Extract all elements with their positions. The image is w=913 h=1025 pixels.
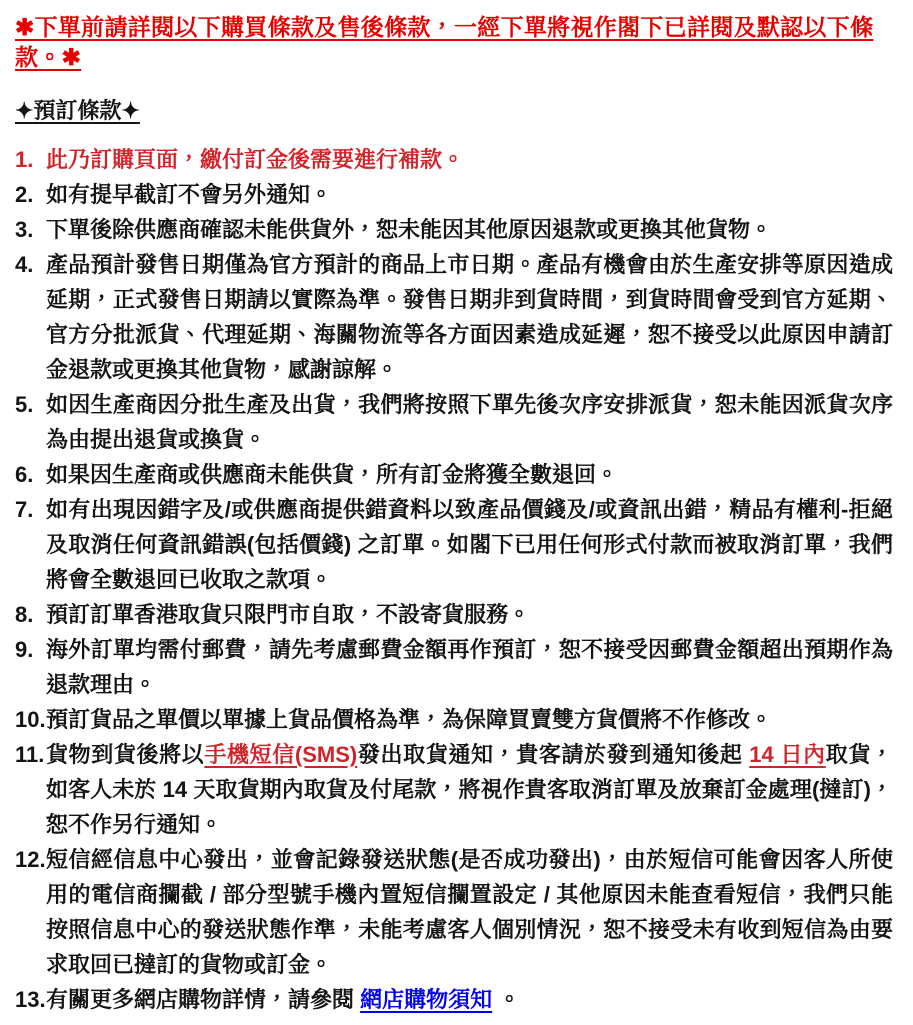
term-number: 9. [15,637,34,662]
term-text: 有關更多網店購物詳情，請參閱 網店購物須知 。 [46,987,521,1012]
term-number: 12. [15,847,46,872]
term-text: 如有出現因錯字及/或供應商提供錯資料以致產品價錢及/或資訊出錯，精品有權利-拒絕及取消任何資訊錯誤(包括價錢) 之訂單。如閣下已用任何形式付款而被取消訂單，我們將會全數退回已收取之款項。 [46,497,893,592]
term-text: 如果因生產商或供應商未能供貨，所有訂金將獲全數退回。 [46,462,619,487]
terms-list [15,142,893,1017]
term-number: 6. [15,462,34,487]
term-number: 10. [15,707,46,732]
term-item-12 [15,842,893,982]
term-item-13 [15,982,893,1017]
term-text: 海外訂單均需付郵費，請先考慮郵費金額再作預訂，恕不接受因郵費金額超出預期作為退款理由。 [46,637,893,697]
term-text: 短信經信息中心發出，並會記錄發送狀態(是否成功發出)，由於短信可能會因客人所使用的電信商攔截 / 部分型號手機內置短信攔置設定 / 其他原因未能查看短信，我們只能按照信息中心的發送狀態作準，未能考慮客人個別情況，恕不接受未有收到短信為由要求取回已撻訂的貨物或訂金。 [46,847,893,977]
term-item-9 [15,632,893,702]
term-number: 7. [15,497,34,522]
term-item-11 [15,737,893,842]
term-item-5 [15,387,893,457]
term-text: 產品預計發售日期僅為官方預計的商品上市日期。產品有機會由於生產安排等原因造成延期，正式發售日期請以實際為準。發售日期非到貨時間，到貨時間會受到官方延期、官方分批派貨、代理延期、海關物流等各方面因素造成延遲，恕不接受以此原因申請訂金退款或更換其他貨物，感謝諒解。 [46,252,893,382]
term-number: 2. [15,182,34,207]
highlighted-red-text: 14 日內 [749,742,826,767]
purchase-notice-header: ✱下單前請詳閱以下購買條款及售後條款，一經下單將視作閣下已詳閱及默認以下條款。✱ [15,14,874,70]
term-item-8 [15,597,893,632]
term-number: 3. [15,217,34,242]
term-number: 13. [15,987,46,1012]
term-number: 4. [15,252,34,277]
term-text: 貨物到貨後將以手機短信(SMS)發出取貨通知，貴客請於發到通知後起 14 日內取貨，如客人未於 14 天取貨期內取貨及付尾款，將視作貴客取消訂單及放棄訂金處理(撻訂)，恕不作另行通知。 [46,742,893,837]
term-text: 此乃訂購頁面，繳付訂金後需要進行補款。 [46,147,465,172]
term-item-10 [15,702,893,737]
term-text: 如因生產商因分批生產及出貨，我們將按照下單先後次序安排派貨，恕未能因派貨次序為由提出退貨或換貨。 [46,392,893,452]
term-item-6 [15,457,893,492]
highlighted-red-text: 手機短信(SMS) [204,742,358,767]
term-text: 下單後除供應商確認未能供貨外，恕未能因其他原因退款或更換其他貨物。 [46,217,773,242]
term-item-1 [15,142,893,177]
term-text: 預訂貨品之單價以單據上貨品價格為準，為保障買賣雙方貨價將不作修改。 [46,707,773,732]
term-item-3 [15,212,893,247]
term-text: 預訂訂單香港取貨只限門市自取，不設寄貨服務。 [46,602,531,627]
term-text: 如有提早截訂不會另外通知。 [46,182,333,207]
term-item-4 [15,247,893,387]
term-number: 8. [15,602,34,627]
term-item-2 [15,177,893,212]
term-item-7 [15,492,893,597]
term-number: 5. [15,392,34,417]
term-number: 1. [15,147,34,172]
shop-guidelines-link[interactable]: 網店購物須知 [360,987,493,1012]
term-number: 11. [15,742,45,767]
section-title: ✦預訂條款✦ [15,98,140,123]
